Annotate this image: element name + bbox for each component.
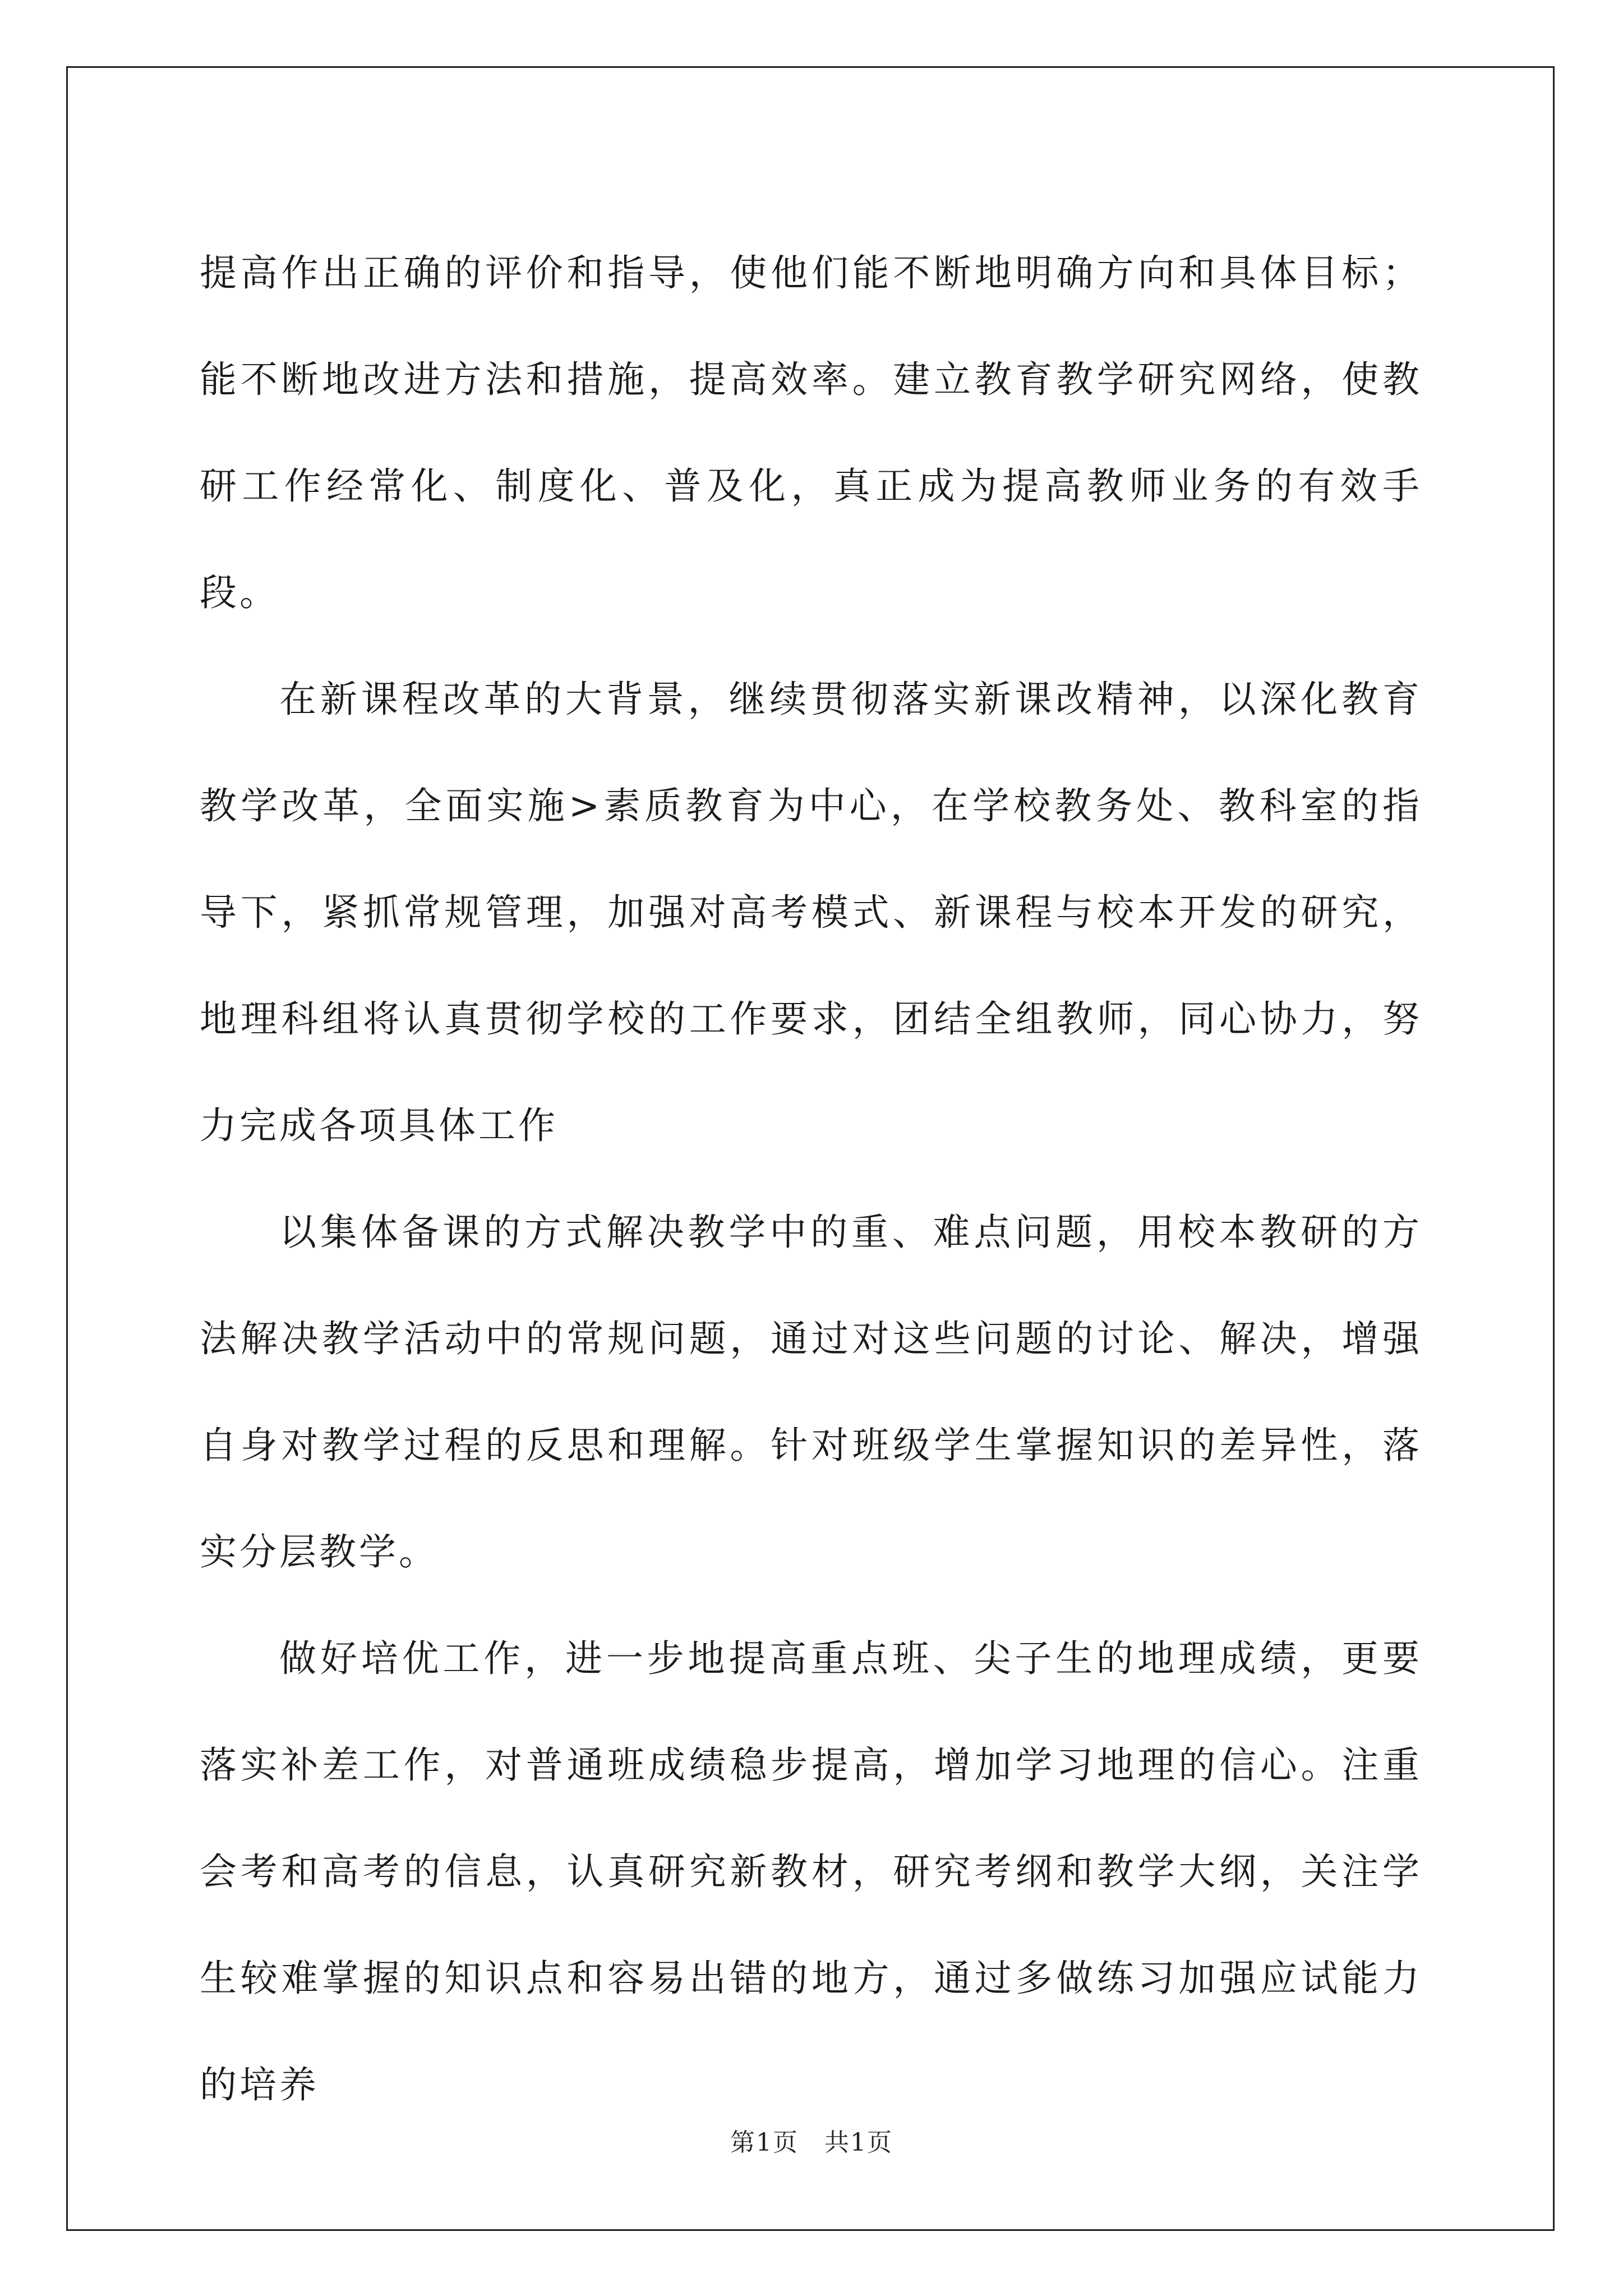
paragraph-4: 做好培优工作，进一步地提高重点班、尖子生的地理成绩，更要落实补差工作，对普通班成绩稳步提高，增加学习地理的信心。注重会考和高考的信息，认真研究新教材，研究考纲和教学大纲，关注学生较难掌握的知识点和容易出错的地方，通过多做练习加强应试能力的培养 <box>200 1637 1422 2106</box>
paragraph-2: 在新课程改革的大背景，继续贯彻落实新课改精神，以深化教育教学改革，全面实施>素质教育为中心，在学校教务处、教科室的指导下，紧抓常规管理，加强对高考模式、新课程与校本开发的研究，地理科组将认真贯彻学校的工作要求，团结全组教师，同心协力，努力完成各项具体工作 <box>200 678 1422 1147</box>
paragraph-3: 以集体备课的方式解决教学中的重、难点问题，用校本教研的方法解决教学活动中的常规问题，通过对这些问题的讨论、解决，增强自身对教学过程的反思和理解。针对班级学生掌握知识的差异性，落实分层教学。 <box>200 1211 1422 1573</box>
paragraph-1: 提高作出正确的评价和指导，使他们能不断地明确方向和具体目标；能不断地改进方法和措施，提高效率。建立教育教学研究网络，使教研工作经常化、制度化、普及化，真正成为提高教师业务的有效手段。 <box>200 251 1422 614</box>
document-body <box>200 220 1422 2138</box>
page-footer: 第1页 共1页 <box>730 2128 893 2157</box>
